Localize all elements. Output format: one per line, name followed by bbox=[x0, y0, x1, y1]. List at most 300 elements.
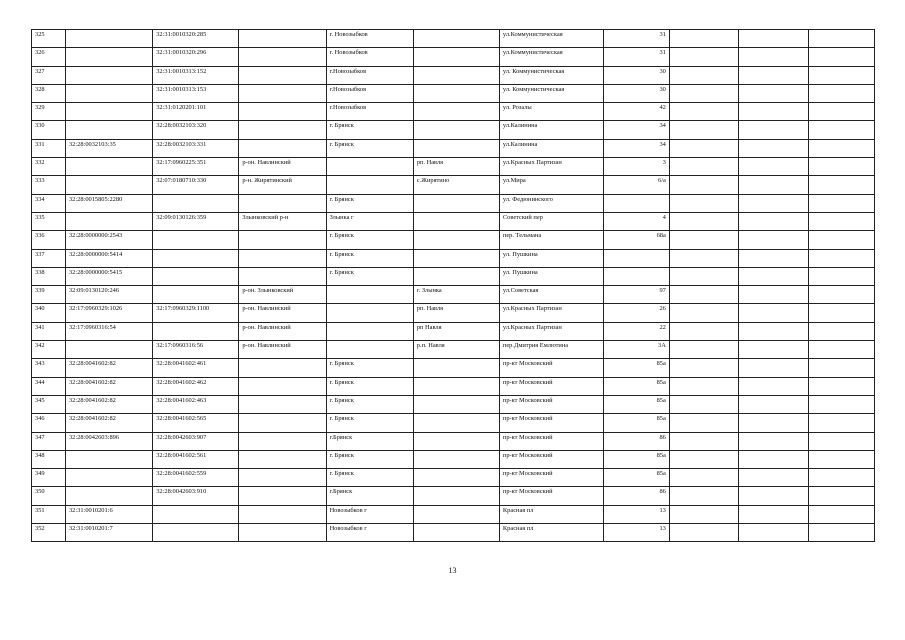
table-cell: 30 bbox=[604, 66, 670, 84]
table-cell: пер. Тельмана bbox=[499, 231, 603, 249]
table-cell bbox=[239, 524, 326, 542]
table-cell: 6/а bbox=[604, 176, 670, 194]
table-cell bbox=[809, 469, 875, 487]
table-cell: 338 bbox=[32, 267, 66, 285]
table-cell: 32:28:0041602:565 bbox=[153, 414, 239, 432]
table-cell: г. Злынка bbox=[413, 286, 499, 304]
table-cell bbox=[669, 359, 738, 377]
table-cell: пр-кт Московский bbox=[499, 432, 603, 450]
table-cell: 85а bbox=[604, 377, 670, 395]
table-cell: 344 bbox=[32, 377, 66, 395]
table-cell bbox=[809, 84, 875, 102]
table-cell bbox=[239, 249, 326, 267]
table-cell: ул.Коммунистическая bbox=[499, 48, 603, 66]
table-cell: 346 bbox=[32, 414, 66, 432]
table-cell bbox=[738, 359, 808, 377]
table-cell: 86 bbox=[604, 487, 670, 505]
table-cell: ул.Советская bbox=[499, 286, 603, 304]
table-cell bbox=[809, 286, 875, 304]
table-cell bbox=[738, 176, 808, 194]
table-cell bbox=[669, 121, 738, 139]
table-cell: 86 bbox=[604, 432, 670, 450]
table-cell: г. Брянск bbox=[326, 231, 413, 249]
table-cell bbox=[669, 30, 738, 48]
table-cell bbox=[669, 377, 738, 395]
table-cell bbox=[809, 395, 875, 413]
table-row bbox=[32, 139, 875, 157]
table-cell bbox=[413, 84, 499, 102]
table-cell: ул.Красных Партизан bbox=[499, 158, 603, 176]
table-cell bbox=[65, 341, 152, 359]
table-cell bbox=[669, 267, 738, 285]
table-cell bbox=[738, 432, 808, 450]
table-cell bbox=[669, 395, 738, 413]
table-cell: 327 bbox=[32, 66, 66, 84]
table-cell: ул.Красных Партизан bbox=[499, 304, 603, 322]
table-cell: 85а bbox=[604, 414, 670, 432]
table-cell bbox=[413, 249, 499, 267]
table-row bbox=[32, 487, 875, 505]
table-cell bbox=[413, 395, 499, 413]
table-cell bbox=[239, 414, 326, 432]
table-cell: ул. Коммунистическая bbox=[499, 84, 603, 102]
table-cell: 329 bbox=[32, 103, 66, 121]
table-cell bbox=[669, 158, 738, 176]
table-cell: 32:17:0960316:56 bbox=[153, 341, 239, 359]
table-cell: 32:17:0960329:1026 bbox=[65, 304, 152, 322]
table-cell: г. Брянск bbox=[326, 121, 413, 139]
table-cell: пр-кт Московский bbox=[499, 395, 603, 413]
table-cell bbox=[809, 139, 875, 157]
table-cell: г. Новозыбков bbox=[326, 48, 413, 66]
table-cell: Новозыбков г bbox=[326, 505, 413, 523]
table-cell bbox=[413, 414, 499, 432]
table-cell: г.Новозыбков bbox=[326, 66, 413, 84]
table-cell: ул.Калинина bbox=[499, 139, 603, 157]
table-cell bbox=[153, 267, 239, 285]
table-cell bbox=[326, 304, 413, 322]
table-cell bbox=[738, 341, 808, 359]
table-cell: р-он. Навлинский bbox=[239, 341, 326, 359]
table-cell: 333 bbox=[32, 176, 66, 194]
table-cell: р-он. Навлинский bbox=[239, 304, 326, 322]
table-body bbox=[32, 30, 875, 542]
table-cell bbox=[413, 48, 499, 66]
table-cell bbox=[738, 524, 808, 542]
table-cell bbox=[413, 121, 499, 139]
table-cell bbox=[239, 84, 326, 102]
table-cell bbox=[738, 377, 808, 395]
table-cell: г. Брянск bbox=[326, 139, 413, 157]
table-cell: г. Новозыбков bbox=[326, 30, 413, 48]
table-cell bbox=[326, 158, 413, 176]
table-cell: пр-кт Московский bbox=[499, 450, 603, 468]
table-cell bbox=[413, 487, 499, 505]
table-cell bbox=[239, 377, 326, 395]
table-cell bbox=[669, 341, 738, 359]
table-cell: 85а bbox=[604, 395, 670, 413]
table-cell: 32:28:0041602:559 bbox=[153, 469, 239, 487]
table-cell bbox=[809, 231, 875, 249]
table-cell: 3 bbox=[604, 158, 670, 176]
table-cell bbox=[669, 286, 738, 304]
table-cell: 32:28:0015805:2280 bbox=[65, 194, 152, 212]
table-cell bbox=[738, 66, 808, 84]
table-cell bbox=[738, 121, 808, 139]
table-cell bbox=[809, 450, 875, 468]
table-cell bbox=[669, 469, 738, 487]
table-cell: р-н. Жирятинский bbox=[239, 176, 326, 194]
table-cell bbox=[413, 524, 499, 542]
table-cell bbox=[413, 432, 499, 450]
table-row bbox=[32, 469, 875, 487]
table-cell: 32:31:0010313:152 bbox=[153, 66, 239, 84]
table-row bbox=[32, 304, 875, 322]
table-cell bbox=[239, 103, 326, 121]
table-cell bbox=[738, 304, 808, 322]
table-cell: 97 bbox=[604, 286, 670, 304]
table-cell bbox=[738, 231, 808, 249]
table-cell bbox=[738, 414, 808, 432]
table-cell bbox=[738, 139, 808, 157]
table-cell: 337 bbox=[32, 249, 66, 267]
table-cell: г. Брянск bbox=[326, 359, 413, 377]
table-cell: рп. Навля bbox=[413, 158, 499, 176]
table-cell bbox=[738, 322, 808, 340]
table-cell bbox=[413, 267, 499, 285]
table-cell bbox=[239, 432, 326, 450]
table-cell bbox=[153, 231, 239, 249]
table-cell: 68а bbox=[604, 231, 670, 249]
table-row bbox=[32, 505, 875, 523]
table-row bbox=[32, 322, 875, 340]
table-cell bbox=[809, 304, 875, 322]
table-cell: 34 bbox=[604, 121, 670, 139]
table-cell bbox=[65, 487, 152, 505]
table-cell: ул.Коммунистическая bbox=[499, 30, 603, 48]
table-cell bbox=[809, 505, 875, 523]
table-cell: г. Брянск bbox=[326, 450, 413, 468]
table-cell bbox=[809, 249, 875, 267]
table-cell: 341 bbox=[32, 322, 66, 340]
table-cell bbox=[809, 30, 875, 48]
table-cell bbox=[738, 286, 808, 304]
table-cell bbox=[669, 304, 738, 322]
table-cell bbox=[669, 322, 738, 340]
table-cell: 34 bbox=[604, 139, 670, 157]
table-cell bbox=[809, 48, 875, 66]
table-cell bbox=[669, 432, 738, 450]
table-cell: г.Брянск bbox=[326, 487, 413, 505]
table-cell: 347 bbox=[32, 432, 66, 450]
table-cell bbox=[239, 121, 326, 139]
table-cell: 32:31:0010320:285 bbox=[153, 30, 239, 48]
table-cell: 340 bbox=[32, 304, 66, 322]
table-cell bbox=[738, 30, 808, 48]
table-cell: г. Брянск bbox=[326, 469, 413, 487]
table-cell: ул. Пушкина bbox=[499, 267, 603, 285]
table-cell: 13 bbox=[604, 524, 670, 542]
table-cell: 32:28:0041602:82 bbox=[65, 395, 152, 413]
table-cell: Злынка г bbox=[326, 212, 413, 230]
table-cell bbox=[738, 103, 808, 121]
table-row bbox=[32, 103, 875, 121]
table-cell: рп Навля bbox=[413, 322, 499, 340]
table-cell: ул. Розалы bbox=[499, 103, 603, 121]
table-cell: 328 bbox=[32, 84, 66, 102]
table-cell bbox=[413, 212, 499, 230]
table-row bbox=[32, 267, 875, 285]
table-cell bbox=[809, 194, 875, 212]
table-cell: пр-кт Московский bbox=[499, 414, 603, 432]
table-cell: 32:07:0180710:330 bbox=[153, 176, 239, 194]
table-cell bbox=[809, 341, 875, 359]
register-table bbox=[31, 29, 875, 542]
table-cell: 26 bbox=[604, 304, 670, 322]
table-cell bbox=[738, 249, 808, 267]
table-cell: 339 bbox=[32, 286, 66, 304]
table-cell: ул.Красных Партизан bbox=[499, 322, 603, 340]
table-cell: 32:17:0960225:351 bbox=[153, 158, 239, 176]
table-cell bbox=[65, 30, 152, 48]
table-row bbox=[32, 66, 875, 84]
table-cell: 32:28:0041602:82 bbox=[65, 359, 152, 377]
table-cell: пер.Дмитрия Емлютина bbox=[499, 341, 603, 359]
table-cell bbox=[153, 286, 239, 304]
table-cell: 32:28:0041602:463 bbox=[153, 395, 239, 413]
table-cell: Красная пл bbox=[499, 505, 603, 523]
table-cell bbox=[809, 267, 875, 285]
table-row bbox=[32, 432, 875, 450]
table-cell bbox=[809, 414, 875, 432]
table-cell bbox=[669, 212, 738, 230]
table-cell bbox=[809, 322, 875, 340]
table-cell bbox=[809, 103, 875, 121]
table-cell: 345 bbox=[32, 395, 66, 413]
table-cell bbox=[65, 176, 152, 194]
table-cell bbox=[65, 212, 152, 230]
table-cell: пр-кт Московский bbox=[499, 469, 603, 487]
table-cell: Новозыбков г bbox=[326, 524, 413, 542]
table-row bbox=[32, 231, 875, 249]
table-cell: 32:31:0010201:6 bbox=[65, 505, 152, 523]
table-row bbox=[32, 176, 875, 194]
table-cell bbox=[239, 487, 326, 505]
table-cell bbox=[809, 212, 875, 230]
table-cell: р.п. Навля bbox=[413, 341, 499, 359]
table-cell bbox=[239, 66, 326, 84]
table-cell: г. Брянск bbox=[326, 249, 413, 267]
table-row bbox=[32, 341, 875, 359]
table-cell bbox=[153, 505, 239, 523]
table-cell: ул. Коммунистическая bbox=[499, 66, 603, 84]
table-cell bbox=[65, 158, 152, 176]
table-cell: г.Новозыбков bbox=[326, 103, 413, 121]
table-cell: ул.Калинина bbox=[499, 121, 603, 139]
table-cell: 32:17:0960329:1100 bbox=[153, 304, 239, 322]
table-cell: 85а bbox=[604, 359, 670, 377]
table-cell: ул. Федюнинского bbox=[499, 194, 603, 212]
table-cell: 326 bbox=[32, 48, 66, 66]
table-cell: 352 bbox=[32, 524, 66, 542]
table-cell bbox=[669, 231, 738, 249]
table-cell bbox=[153, 322, 239, 340]
table-cell: 30 bbox=[604, 84, 670, 102]
table-cell: ул. Пушкина bbox=[499, 249, 603, 267]
table-cell: 85а bbox=[604, 450, 670, 468]
table-cell: 32:31:0010201:7 bbox=[65, 524, 152, 542]
table-row bbox=[32, 48, 875, 66]
table-cell: 85а bbox=[604, 469, 670, 487]
table-cell bbox=[809, 377, 875, 395]
table-row bbox=[32, 359, 875, 377]
table-cell: г.Новозыбков bbox=[326, 84, 413, 102]
table-cell bbox=[669, 139, 738, 157]
table-row bbox=[32, 524, 875, 542]
table-cell bbox=[669, 414, 738, 432]
table-cell bbox=[669, 487, 738, 505]
table-cell: 32:28:0000000:2543 bbox=[65, 231, 152, 249]
table-cell bbox=[738, 48, 808, 66]
table-row bbox=[32, 121, 875, 139]
table-cell: 32:28:0041602:461 bbox=[153, 359, 239, 377]
table-cell: р-он. Навлинский bbox=[239, 322, 326, 340]
table-cell bbox=[669, 524, 738, 542]
table-cell: 336 bbox=[32, 231, 66, 249]
table-cell: 351 bbox=[32, 505, 66, 523]
table-cell bbox=[604, 194, 670, 212]
table-cell bbox=[669, 48, 738, 66]
table-cell bbox=[413, 231, 499, 249]
table-cell: 348 bbox=[32, 450, 66, 468]
table-cell bbox=[65, 48, 152, 66]
table-cell: рп. Навля bbox=[413, 304, 499, 322]
table-cell: 22 bbox=[604, 322, 670, 340]
table-cell: 32:28:0041602:561 bbox=[153, 450, 239, 468]
table-cell bbox=[239, 267, 326, 285]
table-cell bbox=[65, 121, 152, 139]
table-cell bbox=[809, 176, 875, 194]
table-cell bbox=[153, 194, 239, 212]
table-row bbox=[32, 450, 875, 468]
table-cell bbox=[809, 158, 875, 176]
table-cell bbox=[669, 176, 738, 194]
table-cell: 32:28:0000000:5415 bbox=[65, 267, 152, 285]
table-row bbox=[32, 158, 875, 176]
table-cell: г. Брянск bbox=[326, 194, 413, 212]
table-cell: 343 bbox=[32, 359, 66, 377]
table-cell bbox=[239, 469, 326, 487]
table-cell bbox=[809, 66, 875, 84]
table-cell bbox=[413, 450, 499, 468]
table-cell: 332 bbox=[32, 158, 66, 176]
table-cell: 32:17:0960316:54 bbox=[65, 322, 152, 340]
table-cell bbox=[738, 450, 808, 468]
table-cell bbox=[738, 212, 808, 230]
table-row bbox=[32, 395, 875, 413]
table-cell: 4 bbox=[604, 212, 670, 230]
table-cell: 31 bbox=[604, 30, 670, 48]
table-cell: пр-кт Московский bbox=[499, 377, 603, 395]
table-cell bbox=[738, 505, 808, 523]
table-cell: р-он. Навлинский bbox=[239, 158, 326, 176]
table-cell bbox=[153, 524, 239, 542]
table-cell: с.Жирятино bbox=[413, 176, 499, 194]
table-cell: 32:28:0042603:907 bbox=[153, 432, 239, 450]
table-cell: 32:31:0010320:296 bbox=[153, 48, 239, 66]
table-cell bbox=[809, 121, 875, 139]
table-cell bbox=[413, 505, 499, 523]
table-cell bbox=[413, 30, 499, 48]
table-cell: 325 bbox=[32, 30, 66, 48]
table-cell bbox=[669, 194, 738, 212]
table-cell bbox=[413, 66, 499, 84]
table-cell bbox=[604, 267, 670, 285]
table-cell bbox=[413, 194, 499, 212]
table-cell bbox=[413, 469, 499, 487]
table-cell bbox=[669, 505, 738, 523]
table-cell: 32:09:0130120:246 bbox=[65, 286, 152, 304]
table-cell: р-он. Злынковский bbox=[239, 286, 326, 304]
table-cell bbox=[738, 267, 808, 285]
table-cell: 32:28:0041602:462 bbox=[153, 377, 239, 395]
table-cell bbox=[669, 450, 738, 468]
table-cell: 350 bbox=[32, 487, 66, 505]
table-cell bbox=[669, 66, 738, 84]
table-cell bbox=[153, 249, 239, 267]
table-row bbox=[32, 414, 875, 432]
table-cell: 32:09:0130126:359 bbox=[153, 212, 239, 230]
table-cell bbox=[413, 139, 499, 157]
table-cell bbox=[239, 48, 326, 66]
table-cell bbox=[669, 84, 738, 102]
table-cell: 32:31:0010313:153 bbox=[153, 84, 239, 102]
table-cell bbox=[669, 249, 738, 267]
table-cell bbox=[413, 103, 499, 121]
table-cell: 330 bbox=[32, 121, 66, 139]
table-row bbox=[32, 194, 875, 212]
table-cell: 32:28:0041602:82 bbox=[65, 414, 152, 432]
table-cell: 32:28:0000000:5414 bbox=[65, 249, 152, 267]
table-cell bbox=[239, 450, 326, 468]
table-cell bbox=[604, 249, 670, 267]
table-cell: г. Брянск bbox=[326, 377, 413, 395]
table-cell bbox=[738, 469, 808, 487]
table-cell: 32:28:0042603:910 bbox=[153, 487, 239, 505]
table-cell: 342 bbox=[32, 341, 66, 359]
table-cell: пр-кт Московский bbox=[499, 359, 603, 377]
table-cell: 32:28:0041602:82 bbox=[65, 377, 152, 395]
table-cell: 32:28:0042603:896 bbox=[65, 432, 152, 450]
table-cell bbox=[809, 432, 875, 450]
table-cell bbox=[326, 341, 413, 359]
table-cell: 32:31:0120201:101 bbox=[153, 103, 239, 121]
table-cell bbox=[65, 84, 152, 102]
table-cell bbox=[65, 66, 152, 84]
table-cell bbox=[239, 505, 326, 523]
table-cell bbox=[326, 322, 413, 340]
table-cell bbox=[809, 524, 875, 542]
table-cell bbox=[326, 286, 413, 304]
table-cell: г.Брянск bbox=[326, 432, 413, 450]
table-row bbox=[32, 84, 875, 102]
table-cell: 3А bbox=[604, 341, 670, 359]
table-cell bbox=[239, 194, 326, 212]
table-row bbox=[32, 212, 875, 230]
table-cell bbox=[239, 139, 326, 157]
table-cell: пр-кт Московский bbox=[499, 487, 603, 505]
table-cell: г. Брянск bbox=[326, 267, 413, 285]
